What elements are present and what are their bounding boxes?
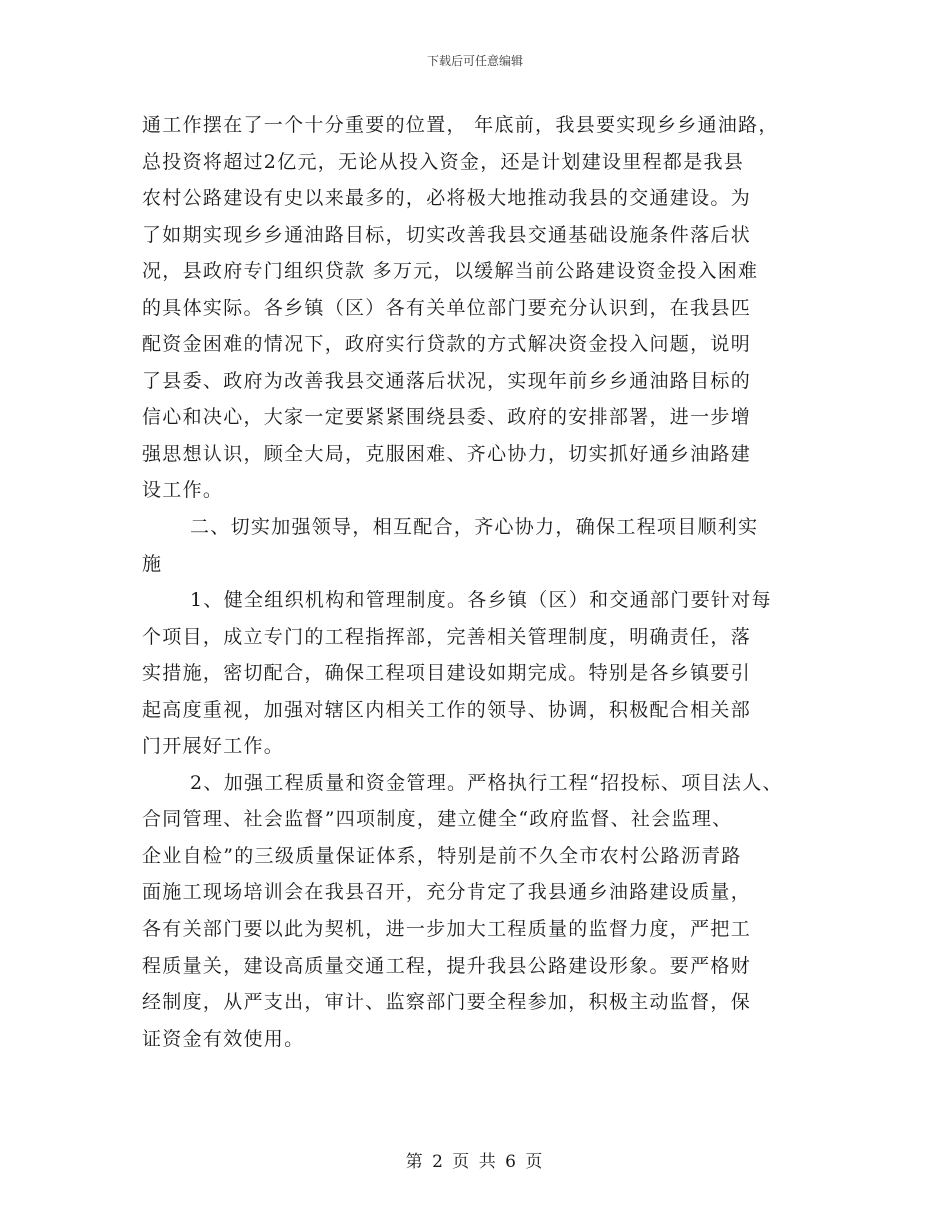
body-line: 经制度，从严支出，审计、监察部门要全程参加，积极主动监督，保 xyxy=(142,991,752,1014)
body-line: 强思想认识，顾全大局，克服困难、齐心协力，切实抓好通乡油路建 xyxy=(142,442,752,465)
body-line: 1、健全组织机构和管理制度。各乡镇（区）和交通部门要针对每 xyxy=(190,589,772,612)
body-line: 起高度重视，加强对辖区内相关工作的领导、协调，积极配合相关部 xyxy=(142,698,752,721)
body-line: 了如期实现乡乡通油路目标，切实改善我县交通基础设施条件落后状 xyxy=(142,223,752,246)
body-line: 的具体实际。各乡镇（区）各有关单位部门要充分认识到，在我县匹 xyxy=(142,296,752,319)
body-line: 2、加强工程质量和资金管理。严格执行工程“招投标、项目法人、 xyxy=(190,771,783,794)
body-line: 总投资将超过2亿元，无论从投入资金，还是计划建设里程都是我县 xyxy=(142,150,745,173)
body-line: 了县委、政府为改善我县交通落后状况，实现年前乡乡通油路目标的 xyxy=(142,369,752,392)
body-line: 面施工现场培训会在我县召开，充分肯定了我县通乡油路建设质量， xyxy=(142,881,752,904)
body-line: 证资金有效使用。 xyxy=(142,1027,305,1050)
body-line: 企业自检”的三级质量保证体系，特别是前不久全市农村公路沥青路 xyxy=(142,844,742,867)
body-line: 实措施，密切配合，确保工程项目建设如期完成。特别是各乡镇要引 xyxy=(142,662,752,685)
body-line: 设工作。 xyxy=(142,479,224,502)
body-line: 农村公路建设有史以来最多的，必将极大地推动我县的交通建设。为 xyxy=(142,187,752,210)
body-line: 合同管理、社会监督”四项制度，建立健全“政府监督、社会监理、 xyxy=(142,808,733,831)
body-line: 各有关部门要以此为契机，进一步加大工程质量的监督力度，严把工 xyxy=(142,918,752,941)
document-body xyxy=(142,107,822,1057)
body-line: 门开展好工作。 xyxy=(142,735,285,758)
body-line: 施 xyxy=(142,552,163,575)
page-header: 下载后可任意编辑 xyxy=(426,54,523,68)
body-line: 通工作摆在了一个十分重要的位置， 年底前，我县要实现乡乡通油路， xyxy=(142,114,779,136)
body-line: 个项目，成立专门的工程指挥部，完善相关管理制度，明确责任，落 xyxy=(142,625,752,648)
body-line: 信心和决心，大家一定要紧紧围绕县委、政府的安排部署，进一步增 xyxy=(142,406,752,429)
body-line: 配资金困难的情况下，政府实行贷款的方式解决资金投入问题，说明 xyxy=(142,333,752,356)
body-line: 程质量关，建设高质量交通工程，提升我县公路建设形象。要严格财 xyxy=(142,954,752,977)
body-line: 况，县政府专门组织贷款 多万元，以缓解当前公路建设资金投入困难 xyxy=(142,260,759,283)
body-line: 二、切实加强领导，相互配合，齐心协力，确保工程项目顺利实 xyxy=(190,516,759,539)
page-footer: 第 2 页 共 6 页 xyxy=(405,1152,545,1172)
